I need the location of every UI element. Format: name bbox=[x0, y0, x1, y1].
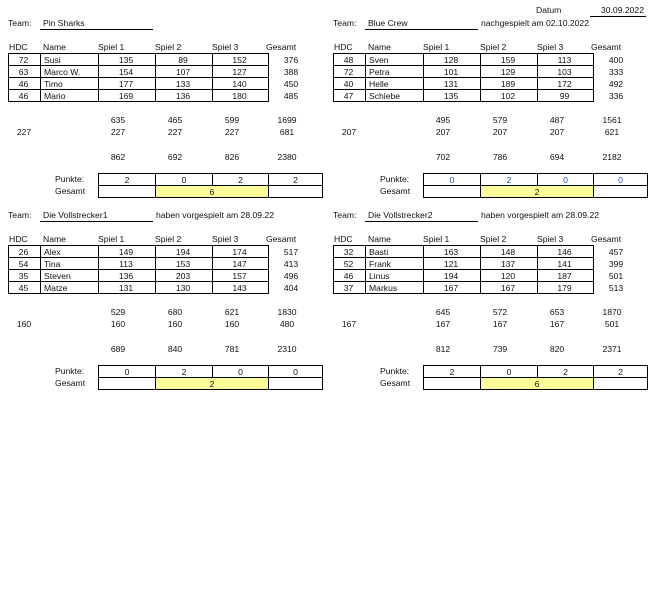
player-score-s2: 159 bbox=[481, 54, 538, 66]
player-score-hdc: 46 bbox=[334, 270, 366, 282]
player-score-s3: 174 bbox=[213, 246, 269, 258]
points-spacer bbox=[269, 378, 323, 390]
team-name: Die Vollstrecker2 bbox=[368, 210, 433, 220]
player-score-s2: 194 bbox=[156, 246, 213, 258]
points-cell: 0 bbox=[538, 174, 594, 186]
hdc-cell: 207 bbox=[435, 127, 451, 137]
player-score-hdc: 47 bbox=[334, 90, 366, 102]
hdc-cell: 160 bbox=[224, 319, 240, 329]
players-table bbox=[8, 53, 299, 102]
player-score-s3: 141 bbox=[538, 258, 594, 270]
player-score-s2: 137 bbox=[481, 258, 538, 270]
hdc-total: 207 bbox=[341, 127, 357, 137]
player-score-s3: 143 bbox=[213, 282, 269, 294]
player-name: Tina bbox=[41, 258, 99, 270]
player-score-hdc: 45 bbox=[9, 282, 41, 294]
players-table bbox=[333, 53, 624, 102]
gesamt-points: 6 bbox=[481, 378, 594, 390]
datum-value: 30.09.2022 bbox=[600, 5, 644, 15]
player-score-s3: 152 bbox=[213, 54, 269, 66]
total-cell: 2380 bbox=[277, 152, 297, 162]
total-cell: 2371 bbox=[602, 344, 622, 354]
total-cell: 689 bbox=[110, 344, 126, 354]
column-header: Gesamt bbox=[266, 234, 297, 244]
player-score-s1: 101 bbox=[424, 66, 481, 78]
player-name: Basti bbox=[366, 246, 424, 258]
datum-label: Datum bbox=[536, 5, 562, 15]
column-header: Spiel 2 bbox=[155, 234, 182, 244]
player-score-hdc: 63 bbox=[9, 66, 41, 78]
player-name: Matze bbox=[41, 282, 99, 294]
player-score-hdc: 48 bbox=[334, 54, 366, 66]
points-cell: 2 bbox=[99, 174, 156, 186]
player-score-s2: 203 bbox=[156, 270, 213, 282]
gesamt-label: Gesamt bbox=[55, 378, 86, 388]
players-table bbox=[8, 245, 299, 294]
gesamt-label: Gesamt bbox=[55, 186, 86, 196]
team-note: haben vorgespielt am 28.09.22 bbox=[156, 210, 275, 220]
total-cell: 812 bbox=[435, 344, 451, 354]
player-score-s2: 167 bbox=[481, 282, 538, 294]
sum-cell: 1870 bbox=[602, 307, 622, 317]
hdc-cell: 160 bbox=[167, 319, 183, 329]
total-cell: 781 bbox=[224, 344, 240, 354]
player-total: 485 bbox=[283, 91, 299, 101]
sum-cell: 645 bbox=[435, 307, 451, 317]
player-score-hdc: 32 bbox=[334, 246, 366, 258]
points-cell: 0 bbox=[269, 366, 323, 378]
player-score-s2: 136 bbox=[156, 90, 213, 102]
team-underline bbox=[365, 221, 478, 222]
player-score-s2: 189 bbox=[481, 78, 538, 90]
column-header: Name bbox=[43, 42, 66, 52]
player-score-s1: 113 bbox=[99, 258, 156, 270]
points-cell: 0 bbox=[213, 366, 269, 378]
player-score-hdc: 72 bbox=[9, 54, 41, 66]
sum-cell: 579 bbox=[492, 115, 508, 125]
points-cell: 2 bbox=[213, 174, 269, 186]
player-total: 492 bbox=[608, 79, 624, 89]
player-score-s1: 163 bbox=[424, 246, 481, 258]
player-score-s3: 146 bbox=[538, 246, 594, 258]
team-label: Team: bbox=[8, 210, 32, 220]
player-total: 517 bbox=[283, 247, 299, 257]
total-cell: 739 bbox=[492, 344, 508, 354]
player-name: Mario bbox=[41, 90, 99, 102]
column-header: Spiel 1 bbox=[98, 234, 125, 244]
points-spacer bbox=[99, 378, 156, 390]
player-total: 496 bbox=[283, 271, 299, 281]
player-name: Steven bbox=[41, 270, 99, 282]
column-header: Spiel 1 bbox=[98, 42, 125, 52]
column-header: HDC bbox=[9, 234, 28, 244]
player-score-s3: 179 bbox=[538, 282, 594, 294]
sum-cell: 621 bbox=[224, 307, 240, 317]
column-header: Spiel 2 bbox=[480, 234, 507, 244]
team-label: Team: bbox=[333, 210, 357, 220]
player-score-hdc: 72 bbox=[334, 66, 366, 78]
sum-cell: 487 bbox=[549, 115, 565, 125]
player-name: Schiebe bbox=[366, 90, 424, 102]
player-score-s1: 167 bbox=[424, 282, 481, 294]
hdc-cell: 681 bbox=[279, 127, 295, 137]
player-total: 388 bbox=[283, 67, 299, 77]
sum-cell: 635 bbox=[110, 115, 126, 125]
team-underline bbox=[40, 29, 153, 30]
player-name: Susi bbox=[41, 54, 99, 66]
hdc-cell: 227 bbox=[224, 127, 240, 137]
sum-cell: 465 bbox=[167, 115, 183, 125]
players-table bbox=[333, 245, 624, 294]
team-note: nachgespielt am 02.10.2022 bbox=[481, 18, 589, 28]
player-name: Frank bbox=[366, 258, 424, 270]
player-score-s1: 128 bbox=[424, 54, 481, 66]
player-name: Helle bbox=[366, 78, 424, 90]
hdc-cell: 167 bbox=[435, 319, 451, 329]
player-score-s2: 148 bbox=[481, 246, 538, 258]
hdc-cell: 227 bbox=[110, 127, 126, 137]
team-name: Die Vollstrecker1 bbox=[43, 210, 108, 220]
column-header: Spiel 2 bbox=[155, 42, 182, 52]
player-score-s1: 136 bbox=[99, 270, 156, 282]
total-cell: 2182 bbox=[602, 152, 622, 162]
points-cell: 2 bbox=[594, 366, 648, 378]
player-score-s3: 172 bbox=[538, 78, 594, 90]
player-score-s2: 130 bbox=[156, 282, 213, 294]
total-cell: 694 bbox=[549, 152, 565, 162]
total-cell: 692 bbox=[167, 152, 183, 162]
team-label: Team: bbox=[333, 18, 357, 28]
points-cell: 0 bbox=[99, 366, 156, 378]
column-header: HDC bbox=[334, 42, 353, 52]
gesamt-label: Gesamt bbox=[380, 186, 411, 196]
column-header: Spiel 3 bbox=[537, 234, 564, 244]
column-header: Spiel 3 bbox=[212, 234, 239, 244]
player-total: 400 bbox=[608, 55, 624, 65]
points-cell: 0 bbox=[481, 366, 538, 378]
player-total: 399 bbox=[608, 259, 624, 269]
hdc-cell: 480 bbox=[279, 319, 295, 329]
player-score-s1: 131 bbox=[99, 282, 156, 294]
column-header: Spiel 2 bbox=[480, 42, 507, 52]
hdc-cell: 227 bbox=[167, 127, 183, 137]
punkte-label: Punkte: bbox=[380, 366, 410, 376]
player-score-hdc: 46 bbox=[9, 90, 41, 102]
gesamt-points: 6 bbox=[156, 186, 269, 198]
player-score-s2: 129 bbox=[481, 66, 538, 78]
hdc-cell: 167 bbox=[549, 319, 565, 329]
player-score-s1: 194 bbox=[424, 270, 481, 282]
player-name: Marco W. bbox=[41, 66, 99, 78]
team-underline bbox=[365, 29, 478, 30]
player-total: 333 bbox=[608, 67, 624, 77]
column-header: Name bbox=[368, 42, 391, 52]
player-score-s2: 120 bbox=[481, 270, 538, 282]
player-score-s1: 177 bbox=[99, 78, 156, 90]
player-name: Markus bbox=[366, 282, 424, 294]
sum-cell: 572 bbox=[492, 307, 508, 317]
player-name: Timo bbox=[41, 78, 99, 90]
player-score-s1: 154 bbox=[99, 66, 156, 78]
player-name: Linus bbox=[366, 270, 424, 282]
points-cell: 2 bbox=[424, 366, 481, 378]
team-name: Blue Crew bbox=[368, 18, 408, 28]
player-score-s1: 135 bbox=[99, 54, 156, 66]
column-header: Name bbox=[368, 234, 391, 244]
team-label: Team: bbox=[8, 18, 32, 28]
points-cell: 2 bbox=[156, 366, 213, 378]
points-cell: 0 bbox=[156, 174, 213, 186]
player-score-s3: 157 bbox=[213, 270, 269, 282]
points-cell: 2 bbox=[481, 174, 538, 186]
points-cell: 0 bbox=[424, 174, 481, 186]
player-score-hdc: 37 bbox=[334, 282, 366, 294]
player-score-s3: 113 bbox=[538, 54, 594, 66]
column-header: Spiel 1 bbox=[423, 42, 450, 52]
hdc-cell: 207 bbox=[549, 127, 565, 137]
total-cell: 820 bbox=[549, 344, 565, 354]
player-score-s1: 121 bbox=[424, 258, 481, 270]
player-total: 457 bbox=[608, 247, 624, 257]
points-cell: 2 bbox=[538, 366, 594, 378]
player-score-s3: 103 bbox=[538, 66, 594, 78]
player-score-s3: 147 bbox=[213, 258, 269, 270]
column-header: Gesamt bbox=[591, 234, 622, 244]
player-score-hdc: 40 bbox=[334, 78, 366, 90]
points-cell: 2 bbox=[269, 174, 323, 186]
gesamt-points: 2 bbox=[156, 378, 269, 390]
player-name: Sven bbox=[366, 54, 424, 66]
player-total: 376 bbox=[283, 55, 299, 65]
hdc-cell: 167 bbox=[492, 319, 508, 329]
total-cell: 862 bbox=[110, 152, 126, 162]
points-spacer bbox=[594, 378, 648, 390]
gesamt-points: 2 bbox=[481, 186, 594, 198]
points-spacer bbox=[424, 378, 481, 390]
total-cell: 2310 bbox=[277, 344, 297, 354]
total-cell: 826 bbox=[224, 152, 240, 162]
sum-cell: 680 bbox=[167, 307, 183, 317]
player-total: 450 bbox=[283, 79, 299, 89]
player-score-hdc: 46 bbox=[9, 78, 41, 90]
column-header: Spiel 3 bbox=[212, 42, 239, 52]
punkte-label: Punkte: bbox=[55, 366, 85, 376]
player-score-s2: 89 bbox=[156, 54, 213, 66]
sum-cell: 529 bbox=[110, 307, 126, 317]
punkte-label: Punkte: bbox=[55, 174, 85, 184]
player-total: 501 bbox=[608, 271, 624, 281]
column-header: Spiel 1 bbox=[423, 234, 450, 244]
player-score-s1: 149 bbox=[99, 246, 156, 258]
points-table bbox=[423, 365, 648, 390]
player-score-s3: 187 bbox=[538, 270, 594, 282]
player-score-s2: 107 bbox=[156, 66, 213, 78]
column-header: Gesamt bbox=[591, 42, 622, 52]
hdc-total: 167 bbox=[341, 319, 357, 329]
player-name: Alex bbox=[41, 246, 99, 258]
column-header: HDC bbox=[9, 42, 28, 52]
sum-cell: 1561 bbox=[602, 115, 622, 125]
sum-cell: 653 bbox=[549, 307, 565, 317]
hdc-cell: 207 bbox=[492, 127, 508, 137]
total-cell: 786 bbox=[492, 152, 508, 162]
hdc-total: 160 bbox=[16, 319, 32, 329]
player-name: Petra bbox=[366, 66, 424, 78]
hdc-cell: 160 bbox=[110, 319, 126, 329]
column-header: Name bbox=[43, 234, 66, 244]
hdc-cell: 621 bbox=[604, 127, 620, 137]
hdc-cell: 501 bbox=[604, 319, 620, 329]
player-score-s2: 102 bbox=[481, 90, 538, 102]
column-header: HDC bbox=[334, 234, 353, 244]
player-score-hdc: 35 bbox=[9, 270, 41, 282]
player-total: 336 bbox=[608, 91, 624, 101]
player-score-s3: 127 bbox=[213, 66, 269, 78]
player-score-s3: 140 bbox=[213, 78, 269, 90]
player-score-hdc: 52 bbox=[334, 258, 366, 270]
gesamt-label: Gesamt bbox=[380, 378, 411, 388]
team-name: Pin Sharks bbox=[43, 18, 85, 28]
hdc-total: 227 bbox=[16, 127, 32, 137]
player-score-s3: 99 bbox=[538, 90, 594, 102]
player-score-s2: 133 bbox=[156, 78, 213, 90]
player-score-s2: 153 bbox=[156, 258, 213, 270]
player-total: 513 bbox=[608, 283, 624, 293]
sum-cell: 599 bbox=[224, 115, 240, 125]
team-underline bbox=[40, 221, 153, 222]
player-total: 404 bbox=[283, 283, 299, 293]
player-score-hdc: 54 bbox=[9, 258, 41, 270]
sum-cell: 1699 bbox=[277, 115, 297, 125]
column-header: Gesamt bbox=[266, 42, 297, 52]
punkte-label: Punkte: bbox=[380, 174, 410, 184]
points-cell: 0 bbox=[594, 174, 648, 186]
total-cell: 840 bbox=[167, 344, 183, 354]
sum-cell: 1830 bbox=[277, 307, 297, 317]
team-note: haben vorgespielt am 28.09.22 bbox=[481, 210, 600, 220]
column-header: Spiel 3 bbox=[537, 42, 564, 52]
player-score-s3: 180 bbox=[213, 90, 269, 102]
sum-cell: 495 bbox=[435, 115, 451, 125]
player-score-hdc: 26 bbox=[9, 246, 41, 258]
points-table bbox=[98, 365, 323, 390]
player-score-s1: 131 bbox=[424, 78, 481, 90]
player-score-s1: 169 bbox=[99, 90, 156, 102]
player-score-s1: 135 bbox=[424, 90, 481, 102]
total-cell: 702 bbox=[435, 152, 451, 162]
team-block bbox=[325, 192, 652, 592]
player-total: 413 bbox=[283, 259, 299, 269]
